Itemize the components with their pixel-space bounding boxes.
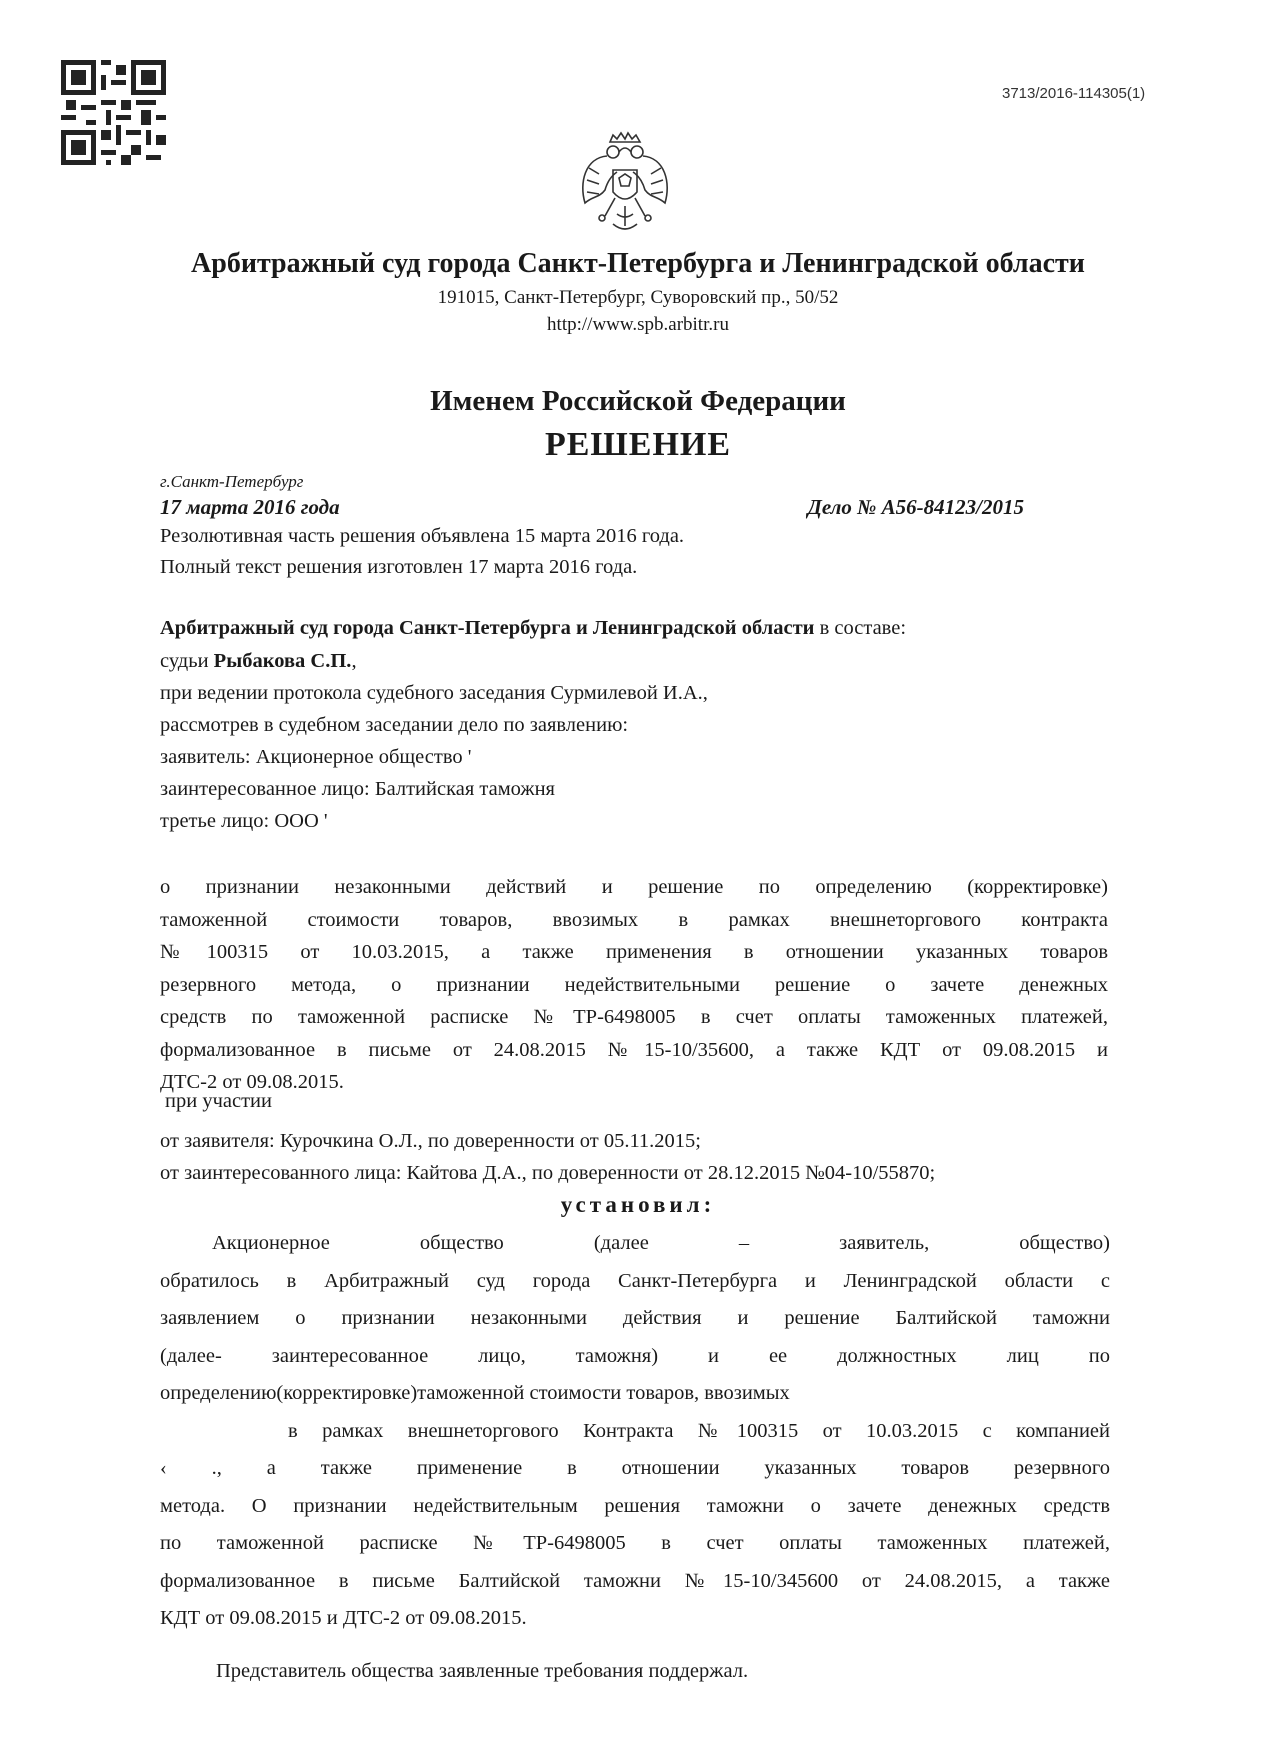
subject-line: резервного метода, о признании недействительными решение о зачете денежных bbox=[160, 973, 1108, 996]
body-paragraph bbox=[160, 1232, 1110, 1645]
final-paragraph: Представитель общества заявленные требования поддержал. bbox=[216, 1660, 749, 1682]
body-line: обратилось в Арбитражный суд города Санкт-Петербурга и Ленинградской области с bbox=[160, 1269, 1110, 1292]
body-line: по таможенной расписке №ТР-6498005 в счет оплаты таможенных платежей, bbox=[160, 1532, 1110, 1554]
subject-line: №100315 от 10.03.2015, а также применения в отношении указанных товаров bbox=[160, 941, 1108, 963]
judge-name: Рыбакова С.П. bbox=[213, 650, 352, 672]
decision-date: 17 марта 2016 года bbox=[160, 495, 340, 519]
announced-line: Резолютивная часть решения объявлена 15 марта 2016 года. bbox=[160, 525, 685, 547]
russian-coat-of-arms-icon bbox=[575, 128, 675, 238]
body-line: в рамках внешнеторгового Контракта №100315 от 10.03.2015 с компанией bbox=[288, 1419, 1110, 1442]
body-line: формализованное в письме Балтийской таможни №15-10/345600 от 24.08.2015, а также bbox=[160, 1569, 1110, 1592]
subject-paragraph bbox=[160, 876, 1108, 1104]
full-text-line: Полный текст решения изготовлен 17 марта 2016 года. bbox=[160, 556, 638, 578]
subject-line: о признании незаконными действий и решение по определению (корректировке) bbox=[160, 876, 1108, 898]
subject-line: таможенной стоимости товаров, ввозимых в рамках внешнеторгового контракта bbox=[160, 908, 1108, 931]
document-number: 3713/2016-114305(1) bbox=[1002, 85, 1146, 102]
case-number: Дело № А56-84123/2015 bbox=[807, 495, 1024, 519]
body-line: определению(корректировке)таможенной стоимости товаров, ввозимых bbox=[160, 1382, 790, 1404]
interested-party-line: заинтересованное лицо: Балтийская таможня bbox=[160, 778, 555, 800]
judge-line bbox=[160, 650, 357, 673]
body-line: Акционерное общество (далее – заявитель, общество) bbox=[212, 1232, 1110, 1254]
body-line: (далее- заинтересованное лицо, таможня) и ее должностных лиц по bbox=[160, 1344, 1110, 1367]
composition-suffix: в составе: bbox=[814, 617, 907, 639]
subject-line: средств по таможенной расписке №ТР-6498005 в счет оплаты таможенных платежей, bbox=[160, 1006, 1108, 1028]
body-line: заявлением о признании незаконными действия и решение Балтийской таможни bbox=[160, 1307, 1110, 1329]
judge-prefix: судьи bbox=[160, 650, 214, 672]
protocol-line: при ведении протокола судебного заседания Сурмилевой И.А., bbox=[160, 682, 708, 704]
applicant-representative: от заявителя: Курочкина О.Л., по доверенности от 05.11.2015; bbox=[160, 1130, 702, 1152]
court-title: Арбитражный суд города Санкт-Петербурга и Ленинградской области bbox=[191, 248, 1085, 279]
court-name-bold: Арбитражный суд города Санкт-Петербурга и Ленинградской области bbox=[160, 617, 815, 639]
composition-line bbox=[160, 617, 906, 640]
body-line: КДТ от 09.08.2015 и ДТС-2 от 09.08.2015. bbox=[160, 1607, 527, 1629]
third-party-line: третье лицо: ООО ' bbox=[160, 810, 328, 832]
body-line: ‹ ., а также применение в отношении указанных товаров резервного bbox=[160, 1457, 1110, 1479]
applicant-line: заявитель: Акционерное общество ' bbox=[160, 746, 472, 768]
qr-code bbox=[61, 60, 166, 165]
subject-line: ДТС-2 от 09.08.2015. bbox=[160, 1071, 344, 1093]
established-heading: установил: bbox=[560, 1192, 716, 1217]
body-line: метода. О признании недействительным решения таможни о зачете денежных средств bbox=[160, 1494, 1110, 1517]
considered-line: рассмотрев в судебном заседании дело по заявлению: bbox=[160, 714, 629, 736]
court-website[interactable]: http://www.spb.arbitr.ru bbox=[547, 314, 729, 335]
interested-representative: от заинтересованного лица: Кайтова Д.А., по доверенности от 28.12.2015 №04-10/55870; bbox=[160, 1162, 936, 1184]
subject-line: формализованное в письме от 24.08.2015 №15-10/35600, а также КДТ от 09.08.2015 и bbox=[160, 1038, 1108, 1061]
decision-city: г.Санкт-Петербург bbox=[160, 472, 304, 491]
court-address: 191015, Санкт-Петербург, Суворовский пр., 50/52 bbox=[437, 287, 839, 308]
judge-suffix: , bbox=[351, 650, 357, 672]
heading-decision: РЕШЕНИЕ bbox=[544, 426, 732, 463]
participation-label: при участии bbox=[165, 1090, 272, 1112]
heading-name-of-federation: Именем Российской Федерации bbox=[430, 385, 846, 417]
